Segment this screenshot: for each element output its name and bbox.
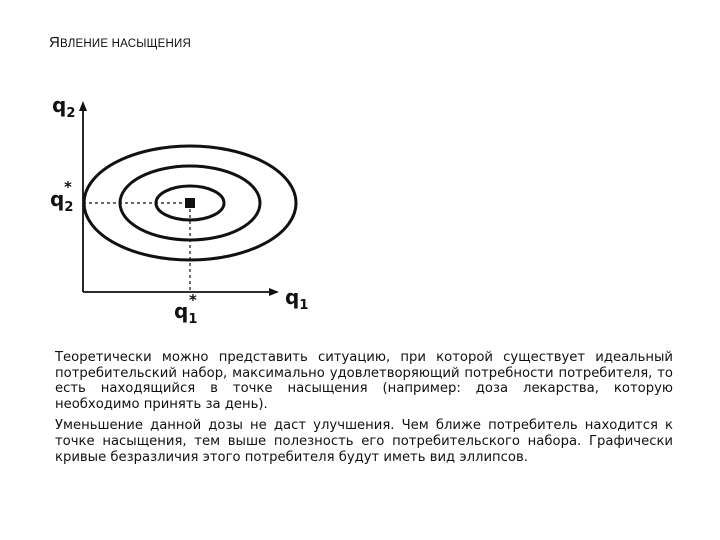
q2-star-label: $q_2$ — [50, 187, 74, 215]
q2-star-mark: * — [64, 178, 72, 196]
q1-star-label: $q_1$ — [174, 299, 198, 327]
title-rest: ВЛЕНИЕ НАСЫЩЕНИЯ — [60, 38, 191, 50]
q1-star-mark: * — [189, 291, 197, 309]
saturation-point — [185, 198, 195, 208]
paragraph-2: Уменьшение данной дозы не даст улучшения. Чем ближе потребитель находится к точке насыщения, тем выше полезность его потребительского набора. Графически кривые безразличия этого потребителя будут иметь вид эллипсов. — [55, 418, 673, 465]
title-first-letter: Я — [49, 34, 61, 51]
x-axis-label: $q_1$ — [285, 285, 309, 313]
body-text — [55, 350, 673, 471]
paragraph-1: Теоретически можно представить ситуацию, при которой существует идеальный потребительский набор, максимально удовлетворяющий потребности потребителя, то есть находящийся в точке насыщения (например: доза лекарства, которую необходимо принять за день). — [55, 350, 673, 412]
x-axis-arrow — [269, 288, 279, 296]
y-axis-arrow — [79, 101, 87, 111]
y-axis-label: $q_2$ — [52, 93, 76, 121]
